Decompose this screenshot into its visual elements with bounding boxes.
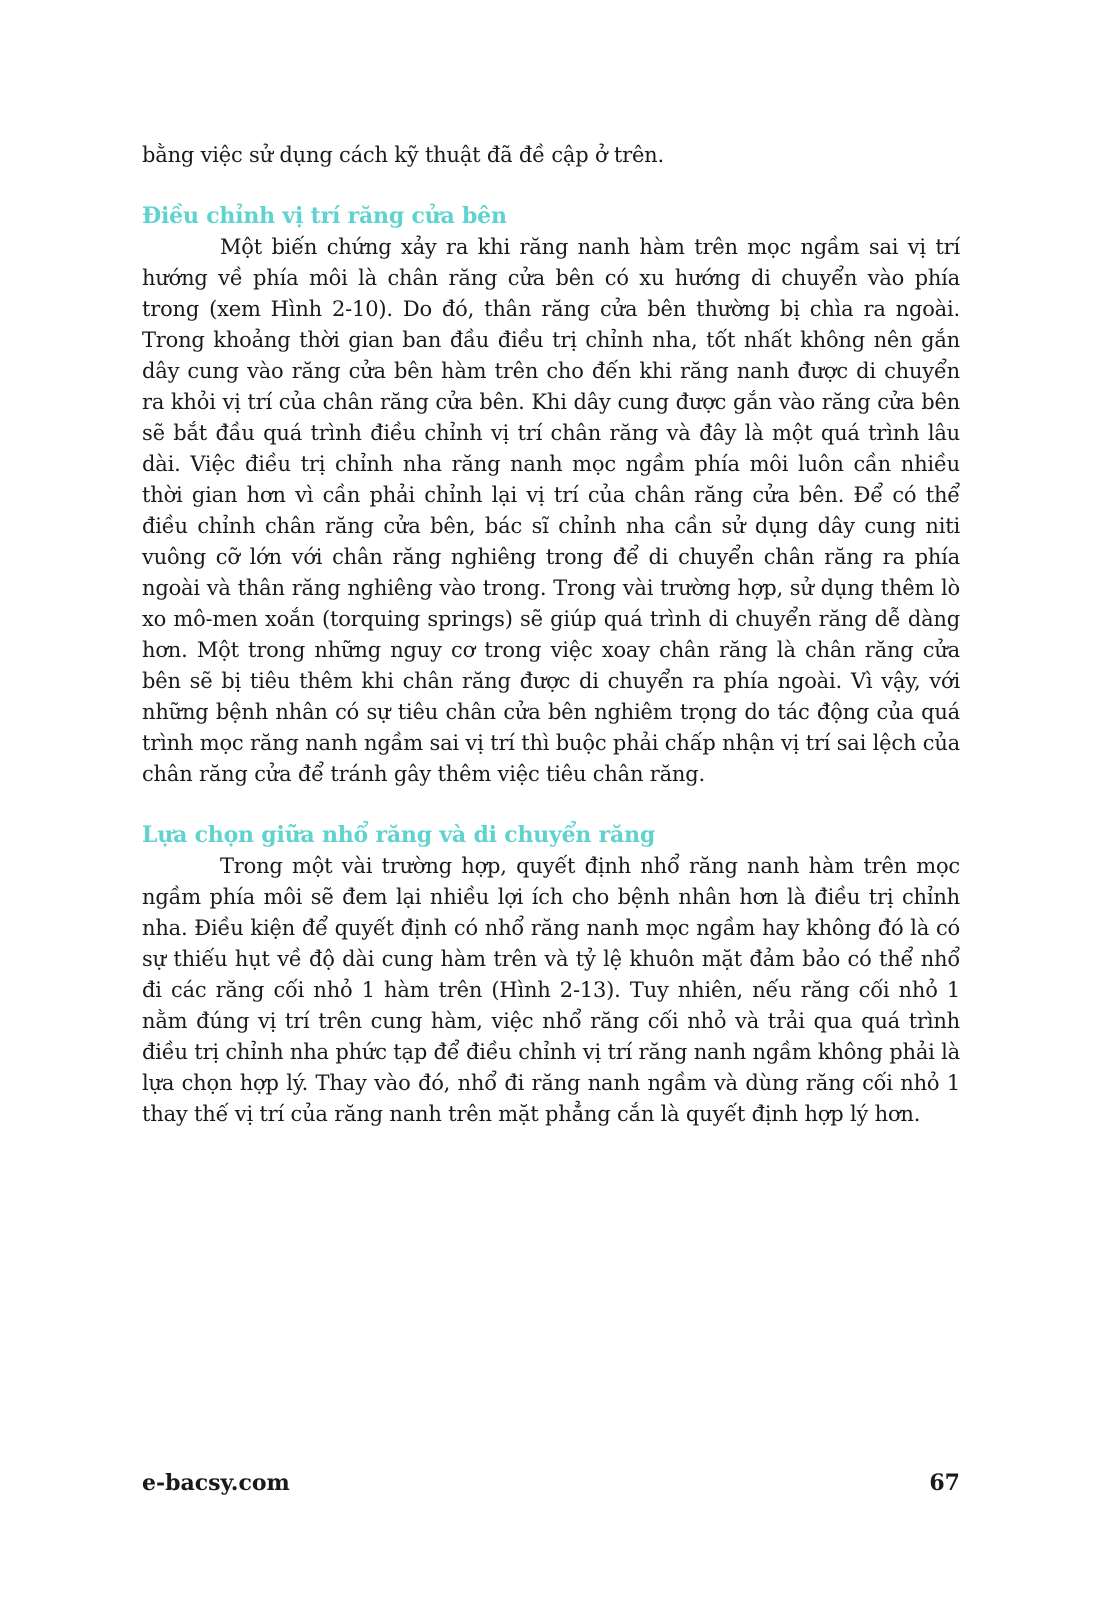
footer-site-name: e-bacsy.com	[142, 1470, 290, 1496]
page-body	[142, 140, 960, 1130]
intro-paragraph: bằng việc sử dụng cách kỹ thuật đã đề cập ở trên.	[142, 143, 664, 167]
section-body-lateral-incisor: Một biến chứng xảy ra khi răng nanh hàm trên mọc ngầm sai vị trí hướng về phía môi là chân răng cửa bên có xu hướng di chuyển vào phía trong (xem Hình 2-10). Do đó, thân răng cửa bên thường bị chìa ra ngoài. Trong khoảng thời gian ban đầu điều trị chỉnh nha, tốt nhất không nên gắn dây cung vào răng cửa bên hàm trên cho đến khi răng nanh được di chuyển ra khỏi vị trí của chân răng cửa bên. Khi dây cung được gắn vào răng cửa bên sẽ bắt đầu quá trình điều chỉnh vị trí chân răng và đây là một quá trình lâu dài. Việc điều trị chỉnh nha răng nanh mọc ngầm phía môi luôn cần nhiều thời gian hơn vì cần phải chỉnh lại vị trí của chân răng cửa bên. Để có thể điều chỉnh chân răng cửa bên, bác sĩ chỉnh nha cần sử dụng dây cung niti vuông cỡ lớn với chân răng nghiêng trong để di chuyển chân răng ra phía ngoài và thân răng nghiêng vào trong. Trong vài trường hợp, sử dụng thêm lò xo mô-men xoắn (torquing springs) sẽ giúp quá trình di chuyển răng dễ dàng hơn. Một trong những nguy cơ trong việc xoay chân răng là chân răng cửa bên sẽ bị tiêu thêm khi chân răng được di chuyển ra phía ngoài. Vì vậy, với những bệnh nhân có sự tiêu chân cửa bên nghiêm trọng do tác động của quá trình mọc răng nanh ngầm sai vị trí thì buộc phải chấp nhận vị trí sai lệch của chân răng cửa để tránh gây thêm việc tiêu chân răng.	[142, 235, 960, 786]
section-heading-lateral-incisor: Điều chỉnh vị trí răng cửa bên	[142, 203, 507, 229]
section-heading-extraction-vs-movement: Lựa chọn giữa nhổ răng và di chuyển răng	[142, 822, 656, 848]
section-body-extraction-vs-movement: Trong một vài trường hợp, quyết định nhổ răng nanh hàm trên mọc ngầm phía môi sẽ đem lại nhiều lợi ích cho bệnh nhân hơn là điều trị chỉnh nha. Điều kiện để quyết định có nhổ răng nanh mọc ngầm hay không đó là có sự thiếu hụt về độ dài cung hàm trên và tỷ lệ khuôn mặt đảm bảo có thể nhổ đi các răng cối nhỏ 1 hàm trên (Hình 2-13). Tuy nhiên, nếu răng cối nhỏ 1 nằm đúng vị trí trên cung hàm, việc nhổ răng cối nhỏ và trải qua quá trình điều trị chỉnh nha phức tạp để điều chỉnh vị trí răng nanh ngầm không phải là lựa chọn hợp lý. Thay vào đó, nhổ đi răng nanh ngầm và dùng răng cối nhỏ 1 thay thế vị trí của răng nanh trên mặt phẳng cắn là quyết định hợp lý hơn.	[142, 854, 960, 1126]
spacer	[142, 171, 960, 201]
spacer	[142, 790, 960, 820]
footer-page-number: 67	[929, 1470, 960, 1496]
